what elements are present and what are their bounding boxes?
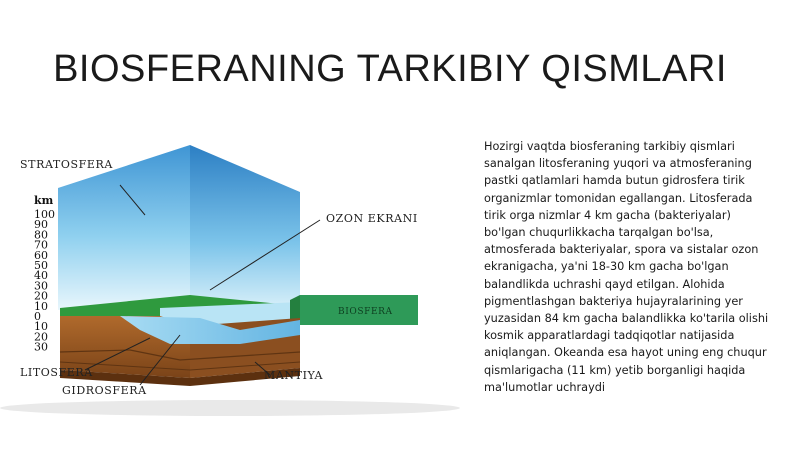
scale-tick-label: 50 <box>34 259 48 272</box>
scale-tick-label: 100 <box>34 208 55 221</box>
biosphere-diagram-svg <box>0 130 470 420</box>
label-ozon-ekrani: OZON EKRANI <box>326 212 418 225</box>
scale-tick-label: 30 <box>34 340 48 354</box>
scale-tick-label: 20 <box>34 289 48 303</box>
scale-tick-label: 60 <box>34 248 48 262</box>
scale-tick-label: 10 <box>34 299 48 313</box>
altitude-scale <box>34 208 55 354</box>
label-mantiya: MANTIYA <box>264 369 324 382</box>
label-biosfera: BIOSFERA <box>338 307 393 317</box>
biosphere-diagram <box>0 130 470 420</box>
scale-tick-label: 90 <box>34 218 48 232</box>
slide-title: BIOSFERANING TARKIBIY QISMLARI <box>53 48 727 90</box>
scale-tick-label: 30 <box>34 279 48 293</box>
scale-tick-label: 80 <box>34 228 48 242</box>
label-litosfera: LITOSFERA <box>20 366 93 379</box>
label-stratosfera: STRATOSFERA <box>20 158 113 171</box>
label-gidrosfera: GIDROSFERA <box>62 384 147 397</box>
scale-tick-label: 70 <box>34 238 48 252</box>
atmosphere-side-face <box>190 145 300 308</box>
body-paragraph: Hozirgi vaqtda biosferaning tarkibiy qismlari sanalgan litosferaning yuqori va atmosferaning pastki qatlamlari hamda butun gidrosfera tirik organizmlar tomonidan egallangan. Litosferada tirik orga nizmlar 4 km gacha (bakteriyalar) bo'lgan chuqurlikkacha tarqalgan bo'lsa, atmosferada bakteriyalar, spora va sistalar ozon ekranigacha, ya'ni 18-30 km gacha bo'lgan balandlikda uchrashi qayd etilgan. Alohida pigmentlashgan bakteriya hujayralarining yer yuzasidan 84 km gacha balandlikka ko'tarila olishi kosmik apparatlardagi tadqiqotlar natijasida aniqlangan. Okeanda esa hayot uning eng chuqur qismlarigacha (11 km) yetib borganligi haqida ma'lumotlar uchraydi <box>484 140 769 394</box>
scale-tick-label: 0 <box>34 310 41 323</box>
ground-shadow <box>0 400 460 416</box>
scale-tick-label: 40 <box>34 269 48 283</box>
scale-tick-label: 10 <box>34 320 48 334</box>
scale-tick-label: 20 <box>34 330 48 344</box>
scale-unit: km <box>34 194 54 207</box>
